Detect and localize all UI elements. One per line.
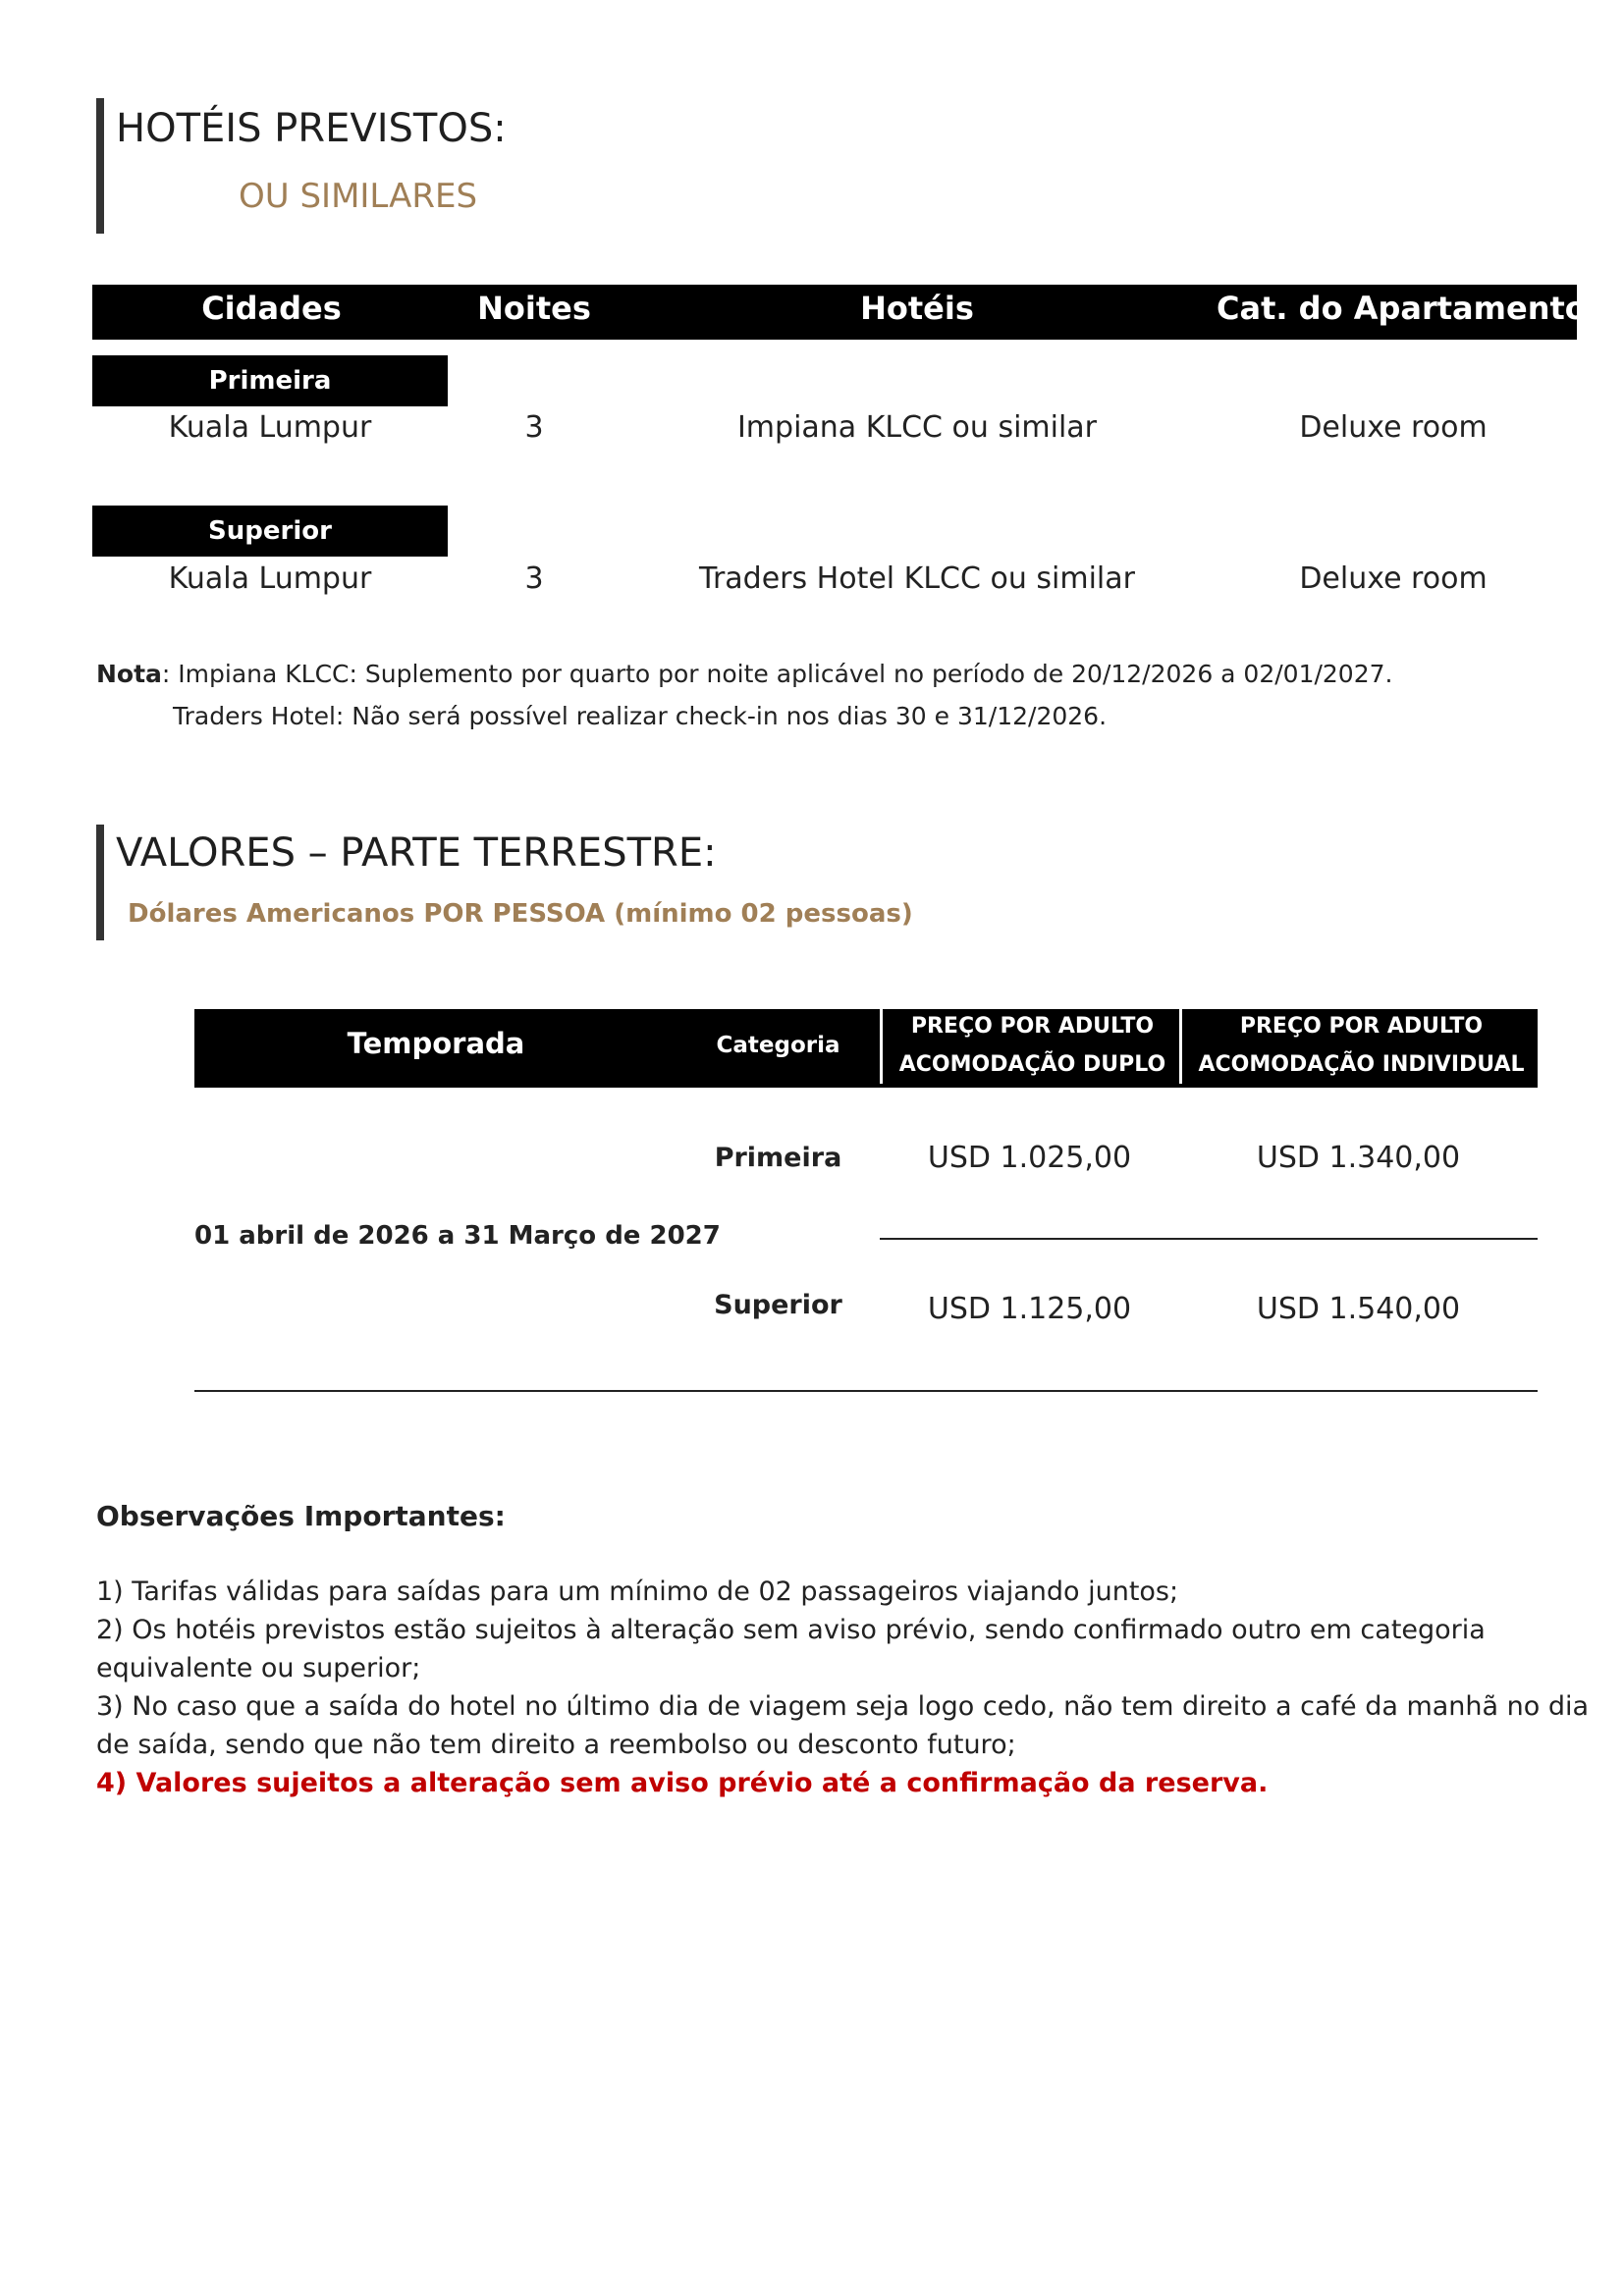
header-categoria: Cat. do Apartamento <box>1217 290 1587 327</box>
section-accent-bar <box>96 98 104 234</box>
price-category-superior: Superior <box>714 1290 842 1320</box>
header-preco-duplo-line1: PREÇO POR ADULTO <box>910 1014 1155 1039</box>
header-categoria: Categoria <box>716 1033 840 1058</box>
header-preco-individual-line1: PREÇO POR ADULTO <box>1239 1014 1484 1039</box>
prices-subtitle: Dólares Americanos POR PESSOA (mínimo 02 pessoas) <box>128 899 913 929</box>
category-label-primeira: Primeira <box>92 355 448 406</box>
table-bottom-rule <box>194 1390 1538 1392</box>
hotels-subtitle: OU SIMILARES <box>239 177 478 216</box>
category-label-superior: Superior <box>92 506 448 557</box>
header-noites: Noites <box>477 290 591 327</box>
city-cell: Kuala Lumpur <box>168 410 372 445</box>
city-cell: Kuala Lumpur <box>168 561 372 596</box>
observation-item: 3) No caso que a saída do hotel no último dia de viagem seja logo cedo, não tem direito a café da manhã no dia de saída, sendo que não tem direito a reembolso ou desconto futuro; <box>96 1691 1590 1760</box>
note-line-2: Traders Hotel: Não será possível realizar check-in nos dias 30 e 31/12/2026. <box>173 702 1108 730</box>
note-line-1 <box>96 660 1392 688</box>
price-single: USD 1.540,00 <box>1256 1292 1461 1326</box>
price-double: USD 1.025,00 <box>927 1141 1132 1175</box>
observation-item: 2) Os hotéis previstos estão sujeitos à alteração sem aviso prévio, sendo confirmado outro em categoria equivalente ou superior; <box>96 1615 1486 1683</box>
observation-item: 1) Tarifas válidas para saídas para um mínimo de 02 passageiros viajando juntos; <box>96 1576 1179 1607</box>
price-category-primeira: Primeira <box>714 1143 842 1173</box>
hotels-title: HOTÉIS PREVISTOS: <box>116 106 507 151</box>
header-preco-individual <box>1179 1007 1541 1084</box>
nights-cell: 3 <box>524 561 544 596</box>
header-hoteis: Hotéis <box>860 290 974 327</box>
observation-item-highlight: 4) Valores sujeitos a alteração sem aviso prévio até a confirmação da reserva. <box>96 1768 1269 1798</box>
note-text-1: : Impiana KLCC: Suplemento por quarto por noite aplicável no período de 20/12/2026 a 02/01/2027. <box>161 660 1393 688</box>
header-preco-duplo-line2: ACOMODAÇÃO DUPLO <box>898 1052 1166 1077</box>
observations-list <box>96 1573 1618 1802</box>
section-accent-bar <box>96 825 104 940</box>
hotel-cell: Impiana KLCC ou similar <box>736 410 1098 445</box>
price-single: USD 1.340,00 <box>1256 1141 1461 1175</box>
room-cell: Deluxe room <box>1299 561 1488 596</box>
nights-cell: 3 <box>524 410 544 445</box>
note-label: Nota <box>96 660 162 688</box>
header-preco-individual-line2: ACOMODAÇÃO INDIVIDUAL <box>1198 1052 1525 1077</box>
header-preco-duplo <box>880 1007 1182 1084</box>
hotel-cell: Traders Hotel KLCC ou similar <box>699 561 1135 596</box>
prices-title: VALORES – PARTE TERRESTRE: <box>116 830 717 876</box>
header-temporada: Temporada <box>347 1027 525 1060</box>
observations-title: Observações Importantes: <box>96 1500 506 1532</box>
header-cidades: Cidades <box>201 290 342 327</box>
season-cell: 01 abril de 2026 a 31 Março de 2027 <box>194 1221 721 1251</box>
room-cell: Deluxe room <box>1299 410 1488 445</box>
price-double: USD 1.125,00 <box>927 1292 1132 1326</box>
row-divider <box>880 1238 1538 1240</box>
